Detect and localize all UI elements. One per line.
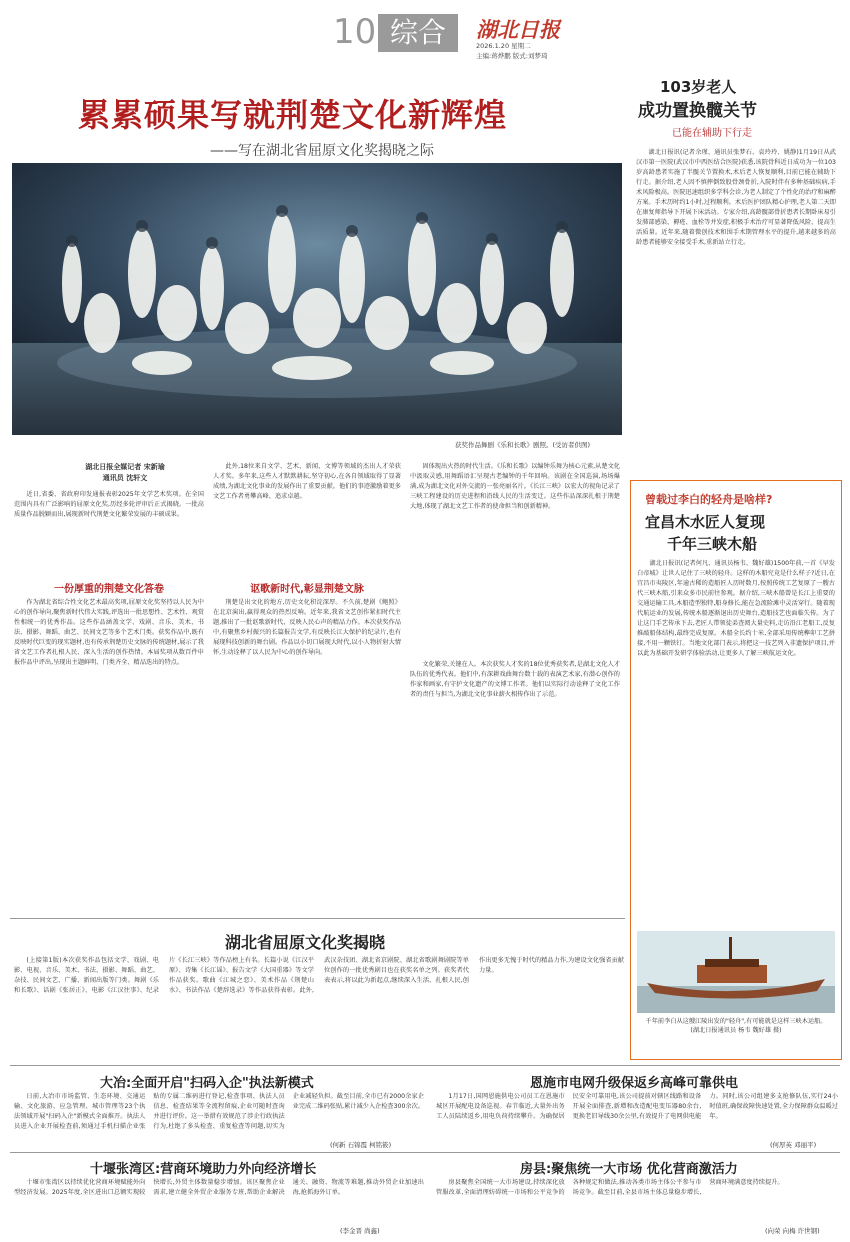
- elder-body-text: 湖北日报讯(记者余瑾、通讯员张梦石、袁玲玲、姚静)1月19日从武汉市第一医院(武汉市中西医结合医院)获悉,该院骨科近日成功为一位103岁高龄患者实施了半髋关节置换术,术后老人恢复顺利,目前已能在辅助下行走。据介绍,老人因不慎摔倒致股骨颈骨折,入院时伴有多种基础疾病,手术风险极高。医院迅速组织多学科会诊,为老人制定了个性化的治疗和麻醉方案。手术历时约1小时,过程顺利。术后医护团队精心护理,老人第二天即在康复师指导下开展下床活动。专家介绍,高龄髋部骨折患者长期卧床易引发肺部感染、褥疮、血栓等并发症,积极手术治疗可显著降低风险、提高生活质量。近年来,随着微创技术和围手术期管理水平的提升,越来越多的高龄患者能够安全接受手术,重新站立行走。: [636, 149, 836, 247]
- story-b-title: 恩施市电网升级保返乡高峰可靠供电: [530, 1076, 739, 1091]
- section-label: 综合: [378, 14, 458, 52]
- boat-body: [637, 559, 835, 979]
- boat-photo-caption: 千年前李白从这艘江陵出发的"轻舟",有可能就是这样三峡木运船。 (湖北日报通讯员 杨韦 魏好雄 摄): [645, 1018, 827, 1035]
- dance-stage-image: [12, 163, 622, 435]
- issue-date: 2026.1.20 星期二: [476, 42, 531, 50]
- boat-title-2: 千年三峡木船: [667, 535, 758, 553]
- lead-intro-text: 近日,省委、省政府印发通报表彰2025年文学艺术奖项。在全国范围内具有广泛影响的屈原文化奖,历经多轮评审后正式揭晓。一批高质量作品脱颖而出,展现新时代荆楚文化繁荣发展的丰硕成果。: [14, 491, 204, 519]
- story-b-text: 1月17日,国网恩施供电公司员工在恩施市城区开展配电设备巡视。春节临近,大量外出务工人员陆续返乡,用电负荷持续攀升。为确保居民安全可靠用电,该公司提前对辖区线路和设备开展全面排查,新增和改造配电变压器80余台,更换老旧导线30余公里,有效提升了电网供电能力。同时,该公司组建多支抢修队伍,实行24小时值班,确保故障快速处置,全力保障群众温暖过年。: [436, 1093, 838, 1121]
- story-a-credit: (何新 石锦霞 柯铭筱): [330, 1141, 392, 1149]
- lead-col-2b: [213, 598, 401, 910]
- story-d-body: [436, 1178, 838, 1224]
- paper-logo: 湖北日报: [476, 17, 560, 42]
- lead-col-3-text: 固体现出火热的时代生活。《乐和长歌》以编钟乐舞为核心元素,从楚文化中汲取灵感,用舞蹈语汇呈现古老编钟的千年回响。该剧在全国巡演,场场爆满,成为湖北文化对外交流的一张亮丽名片。《长江三峡》以宏大的视角记录了三峡工程建设的历史进程和沿线人民的生活变迁。这些作品深深扎根于荆楚大地,体现了湖北文艺工作者的使命担当和创新精神。: [410, 463, 620, 511]
- wooden-boat-image: [637, 931, 835, 1013]
- boat-title-1: 宜昌木水匠人复现: [645, 513, 766, 531]
- story-a-body: [14, 1092, 424, 1138]
- elder-title-2: 成功置换髋关节: [638, 101, 757, 121]
- lead-photo: [12, 163, 622, 435]
- story-d-credit: (向荣 向梅 许世钢): [765, 1227, 820, 1235]
- divider-low: [10, 1152, 840, 1153]
- elder-body: [636, 148, 836, 460]
- story-b-credit: (何厚英 邓丽平): [770, 1141, 817, 1149]
- lead-subheadline: ——写在湖北省屈原文化奖揭晓之际: [210, 143, 434, 159]
- lead-subhead-1: 一份厚重的荆楚文化答卷: [54, 584, 164, 595]
- story-a-text: 日前,大冶市市场监管、生态环境、交通运输、文化旅游、应急管理、城市管理等23个执法领域开展"扫码入企"新模式全面推开。执法人员进入企业开展检查前,须通过手机扫描企业张贴的专属二维码进行登记,检查事项、执法人员信息、检查结果等全流程留痕,企业可随时查询并进行评价。这一举措有效规范了涉企行政执法行为,杜绝了多头检查、重复检查等问题,切实为企业减轻负担。截至目前,全市已有2000余家企业完成二维码张贴,累计减少入企检查300余次。: [14, 1093, 424, 1131]
- story-c-body: [14, 1178, 424, 1224]
- story-b-body: [436, 1092, 838, 1138]
- divider-mid: [10, 1065, 840, 1066]
- award-body-text: (上接第1版)本次获奖作品包括文学、戏剧、电影、电视、音乐、美术、书法、摄影、舞蹈、曲艺、杂技、民间文艺、广播、新闻出版等门类。舞剧《乐和长歌》、话剧《张居正》、电影《江汉往事》、纪录片《长江三峡》等作品榜上有名。长篇小说《江汉平原》、诗集《长江谣》、报告文学《大国重器》等文学作品获奖。歌曲《江城之恋》、美术作品《荆楚山水》、书法作品《楚辞选录》等作品获得表彰。此外,武汉杂技团、湖北省京剧院、湖北省歌剧舞剧院等单位创作的一批优秀剧目也在获奖名单之列。获奖者代表表示,将以此为新起点,继续深入生活、扎根人民,创作出更多无愧于时代的精品力作,为建设文化强省贡献力量。: [14, 957, 624, 995]
- divider-top: [10, 918, 625, 919]
- lead-col-2: [213, 462, 401, 572]
- story-c-credit: (李金晋 尚鑫): [340, 1227, 380, 1235]
- boat-article-box: [630, 480, 842, 1060]
- award-body: [14, 956, 624, 1060]
- boat-tag: 曾载过李白的轻舟是啥样?: [645, 493, 773, 506]
- story-c-title: 十堰张湾区:营商环境助力外向经济增长: [90, 1162, 317, 1177]
- lead-col-4-text: 文化繁荣,关键在人。本次获奖人才奖的18位优秀获奖者,是湖北文化人才队伍的优秀代表。他们中,有深耕戏曲舞台数十载的表演艺术家,有潜心创作的作家和画家,有守护文化遗产的文博工作者。他们以实际行动诠释了文化工作者的责任与担当,为湖北文化事业薪火相传作出了示范。: [410, 661, 620, 699]
- lead-col-1: [14, 598, 204, 910]
- elder-title-1: 103岁老人: [660, 78, 737, 96]
- lead-subhead-2: 讴歌新时代,彰显荆楚文脉: [250, 584, 364, 595]
- elder-subtitle: 已能在辅助下行走: [672, 128, 752, 139]
- lead-photo-caption: 获奖作品舞剧《乐和长歌》剧照。(受访者供图): [455, 441, 591, 449]
- award-title: 湖北省屈原文化奖揭晓: [225, 933, 386, 952]
- lead-byline: 湖北日报全媒记者 宋新瑜 通讯员 沈轩文: [85, 463, 165, 483]
- page-number: 10: [333, 12, 377, 52]
- lead-intro: [14, 490, 204, 521]
- lead-col-4: [410, 660, 620, 910]
- story-d-text: 房县聚焦全国统一大市场建设,持续深化放管服改革,全面清理妨碍统一市场和公平竞争的各种规定和做法,推动各类市场主体公平参与市场竞争。截至目前,全县市场主体总量稳步增长,营商环境满意度持续提升。: [436, 1179, 784, 1197]
- lead-col-2-text: 此外,18位来自文学、艺术、新闻、文博等领域的杰出人才荣获人才奖。多年来,这些人才默默耕耘,坚守初心,在各自领域取得了显著成绩,为湖北文化事业的发展作出了重要贡献。他们的事迹激励着更多文艺工作者勇攀高峰、追求卓越。: [213, 463, 401, 501]
- masthead: [0, 0, 850, 68]
- story-c-text: 十堰市张湾区以持续优化营商环境赋能外向型经济发展。2025年度,全区进出口总额实现较快增长,外贸主体数量稳步增加。该区聚焦企业需求,建立健全外贸企业服务专班,帮助企业解决通关、融资、物流等难题,推动外贸企业加速出海,抢抓海外订单。: [14, 1179, 424, 1197]
- lead-headline: 累累硕果写就荆楚文化新辉煌: [78, 96, 508, 134]
- story-d-title: 房县:聚焦统一大市场 优化营商激活力: [520, 1162, 738, 1177]
- story-a-title: 大冶:全面开启"扫码入企"执法新模式: [100, 1076, 314, 1091]
- lead-col-1-text: 作为湖北省综合性文化艺术最高奖项,屈原文化奖坚持以人民为中心的创作导向,聚焦新时代伟大实践,评选出一批思想性、艺术性、观赏性相统一的优秀作品。这些作品涵盖文学、戏剧、音乐、美术、书法、摄影、舞蹈、曲艺、民间文艺等多个艺术门类。获奖作品中,既有反映时代巨变的现实题材,也有传承荆楚历史文脉的传统题材,展示了我省文艺工作者扎根人民、深入生活的创作热情。本届奖项从数百件申报作品中评出,呈现出主题鲜明、门类齐全、精品迭出的特点。: [14, 599, 204, 667]
- lead-col-2b-text: 荆楚是出文化的地方,历史文化积淀深厚。不久前,楚剧《鲍照》在北京演出,赢得观众的热烈反响。近年来,我省文艺创作紧扣时代主题,推出了一批讴歌新时代、反映人民心声的精品力作。本次获奖作品中,有聚焦乡村振兴的长篇报告文学,有反映长江大保护的纪录片,也有展现科技创新的舞台剧。作品以小切口展现大时代,以小人物折射大情怀,生动诠释了以人民为中心的创作导向。: [213, 599, 401, 657]
- boat-photo: [637, 931, 835, 1013]
- editor-credit: 主编:蒋烨鹏 版式:刘梦琦: [476, 52, 548, 60]
- boat-body-text: 湖北日报讯(记者何凡、通讯员杨韦、魏好雄)1500年前,一首《早发白帝城》让世人记住了三峡的轻舟。这样的木船究竟是什么样子?近日,在宜昌市夷陵区,年逾古稀的造船匠人历时数月,按照传统工艺复原了一艘古代三峡木船,引来众多市民前往参观。据介绍,三峡木船曾是长江上重要的交通运输工具,木船造型独特,船身修长,能在急流险滩中灵活穿行。随着现代航运业的发展,传统木船逐渐退出历史舞台,造船技艺也面临失传。为了让这门手艺传承下去,老匠人带领徒弟查阅大量史料,走访沿江老船工,反复推敲船体结构,最终完成复原。木船全长约十米,全部采用传统榫卯工艺拼接,不用一颗铁钉。当地文化部门表示,将把这一技艺列入非遗保护项目,并以此为基础开发研学体验活动,让更多人了解三峡航运文化。: [637, 560, 835, 658]
- lead-col-3: [410, 462, 620, 654]
